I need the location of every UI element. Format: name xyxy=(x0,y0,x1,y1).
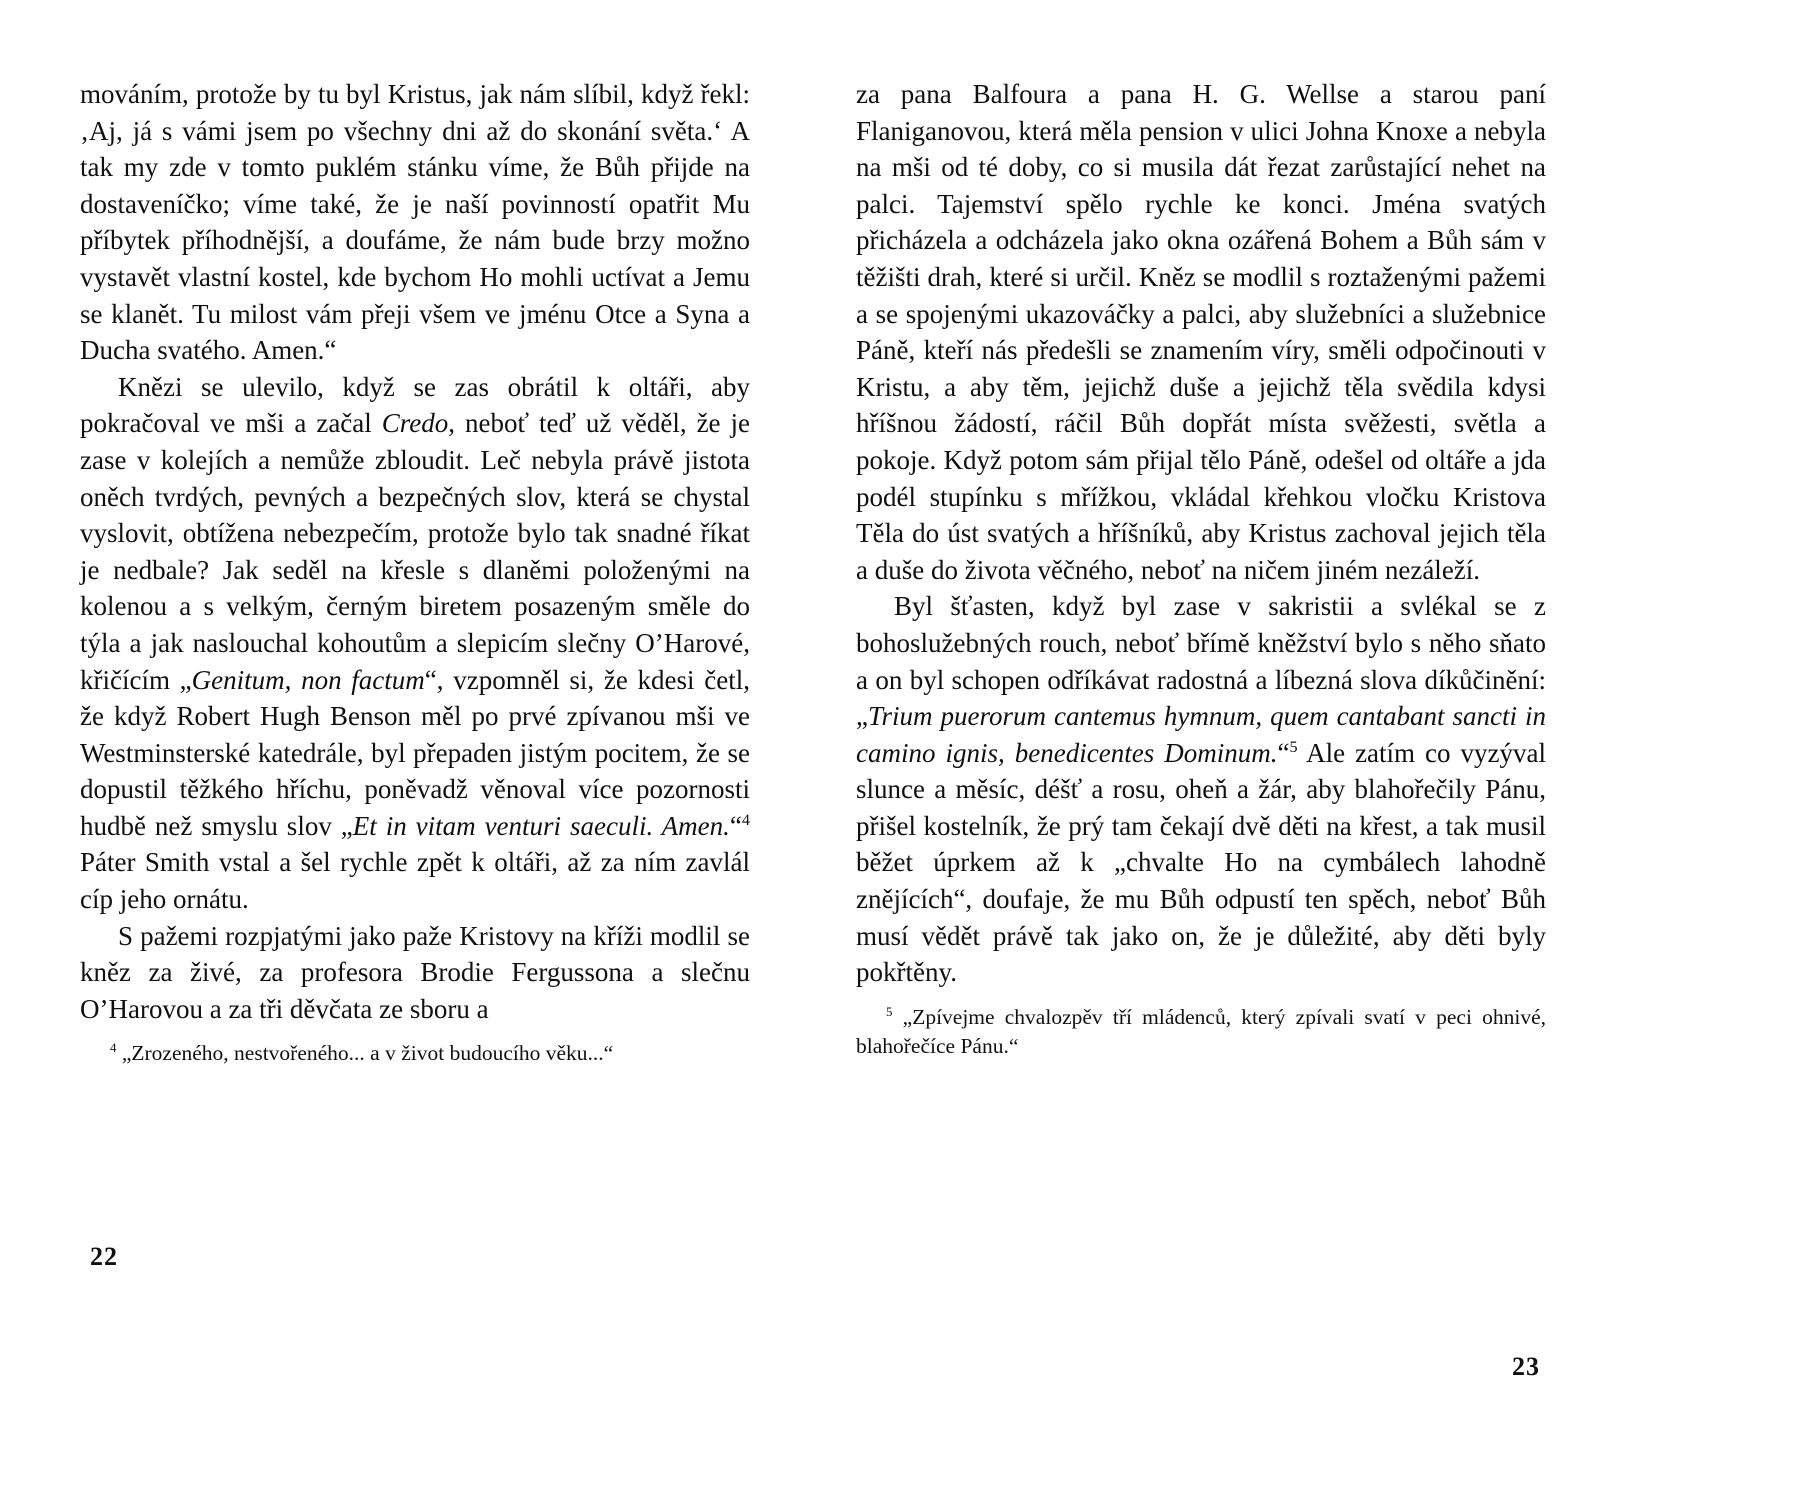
paragraph xyxy=(80,1039,750,1068)
text-run: za pana Balfoura a pana H. G. Wellse a starou paní Flaniganovou, která měla pension v ulici Johna Knoxe a nebyla na mši od té doby, co si musila dát řezat zarůstající nehet na palci. Tajemství spělo rychle ke konci. Jména svatých přicházela a odcházela jako okna ozářená Bohem a Bůh sám v těžišti drah, které si určil. Kněz se modlil s roztaženými pažemi a se spojenými ukazováčky a palci, aby služebníci a služebnice Páně, kteří nás předešli se znamením víry, směli odpočinouti v Kristu, a aby těm, jejichž duše a jejichž těla svědila kdysi hříšnou žádostí, ráčil Bůh dopřát místa svěžesti, světla a pokoje. Když potom sám přijal tělo Páně, odešel od oltáře a jda podél stupínku s mřížkou, vkládal křehkou vločku Kristova Těla do úst svatých a hříšníků, aby Kristus zachoval jejich těla a duše do života věčného, neboť na ničem jiném nezáleží. xyxy=(856,79,1546,585)
page-left xyxy=(80,76,750,1272)
paragraph xyxy=(856,588,1546,991)
paragraph xyxy=(80,918,750,1028)
paragraph xyxy=(856,76,1546,588)
text-run: Knězi se ulevilo, když se zas obrátil k oltáři, aby pokračoval ve mši a začal xyxy=(80,371,750,439)
page-right xyxy=(856,76,1546,1382)
text-run: “, vzpomněl si, že kdesi četl, že když Robert Hugh Benson měl po prvé zpívanou mši ve Westminsterské katedrále, byl přepaden jistým pocitem, že se dopustil těžkého hříchu, poněvadž věnoval více pozornosti hudbě než smyslu slov „ xyxy=(80,664,750,841)
text-run: “ xyxy=(729,810,742,841)
footnote-marker: 4 xyxy=(741,810,750,829)
page-left-footnote xyxy=(80,1039,750,1068)
page-number-left: 22 xyxy=(90,1242,118,1271)
footnote-marker: 4 xyxy=(110,1041,117,1056)
italic-text-run: Et in vitam venturi saeculi. Amen. xyxy=(352,810,730,841)
page-right-body xyxy=(856,76,1546,991)
footnote-marker: 5 xyxy=(1289,737,1298,756)
paragraph xyxy=(80,369,750,918)
page-right-footnote xyxy=(856,1003,1546,1061)
italic-text-run: Genitum, non factum xyxy=(191,664,425,695)
footnote-marker: 5 xyxy=(886,1004,893,1019)
page-number-right: 23 xyxy=(1512,1352,1540,1381)
text-run: „Zrozeného, nestvořeného... a v život budoucího věku...“ xyxy=(116,1041,614,1066)
paragraph xyxy=(80,76,750,369)
text-run: , neboť teď už věděl, že je zase v kolejích a nemůže zbloudit. Leč nebyla právě jistota oněch tvrdých, pevných a bezpečných slov, která se chystal vyslovit, obtížena nebezpečím, protože bylo tak snadné říkat je nedbale? Jak seděl na křesle s dlaněmi položenými na kolenou a s velkým, černým biretem posazeným směle do týla a jak naslouchal kohoutům a slepicím slečny O’Harové, křičícím „ xyxy=(80,408,751,695)
text-run: Páter Smith vstal a šel rychle zpět k oltáři, až za ním zavlál cíp jeho ornátu. xyxy=(80,847,750,915)
italic-text-run: Trium puerorum cantemus hymnum, quem cantabant sancti in camino ignis, benedicentes Dominum. xyxy=(856,701,1546,768)
text-run: Byl šťasten, když byl zase v sakristii a svlékal se z bohoslužebných rouch, neboť břímě kněžství bylo s něho sňato a on byl schopen odříkávat radostná a líbezná slova díkůčinění: „ xyxy=(856,591,1546,732)
page-left-body xyxy=(80,76,750,1027)
italic-text-run: Credo xyxy=(381,408,449,439)
text-run: “ xyxy=(1277,737,1290,768)
text-run: mováním, protože by tu byl Kristus, jak nám slíbil, když řekl: ‚Aj, já s vámi jsem po všechny dni až do skonání světa.‘ A tak my zde v tomto puklém stánku víme, že Bůh přijde na dostaveníčko; víme také, že je naší povinností opatřit Mu příbytek příhodnější, a doufáme, že nám bude brzy možno vystavět vlastní kostel, kde bychom Ho mohli uctívat a Jemu se klanět. Tu milost vám přeji všem ve jménu Otce a Syna a Ducha svatého. Amen.“ xyxy=(80,79,750,366)
text-run: S pažemi rozpjatými jako paže Kristovy na kříži modlil se kněz za živé, za profesora Brodie Fergussona a slečnu O’Harovou a za tři děvčata ze sboru a xyxy=(80,920,750,1024)
text-run: Ale zatím co vyzýval slunce a měsíc, déšť a rosu, oheň a žár, aby blahořečily Pánu, přišel kostelník, že prý tam čekají dvě děti na křest, a tak musil běžet úprkem až k „chvalte Ho na cymbálech lahodně znějících“, doufaje, že mu Bůh odpustí ten spěch, neboť Bůh musí vědět právě tak jako on, že je důležité, aby děti byly pokřtěny. xyxy=(856,737,1547,988)
text-run: „Zpívejme chvalozpěv tří mládenců, který zpívali svatí v peci ohnivé, blahořečíce Pánu.“ xyxy=(856,1004,1546,1058)
paragraph xyxy=(856,1003,1546,1061)
